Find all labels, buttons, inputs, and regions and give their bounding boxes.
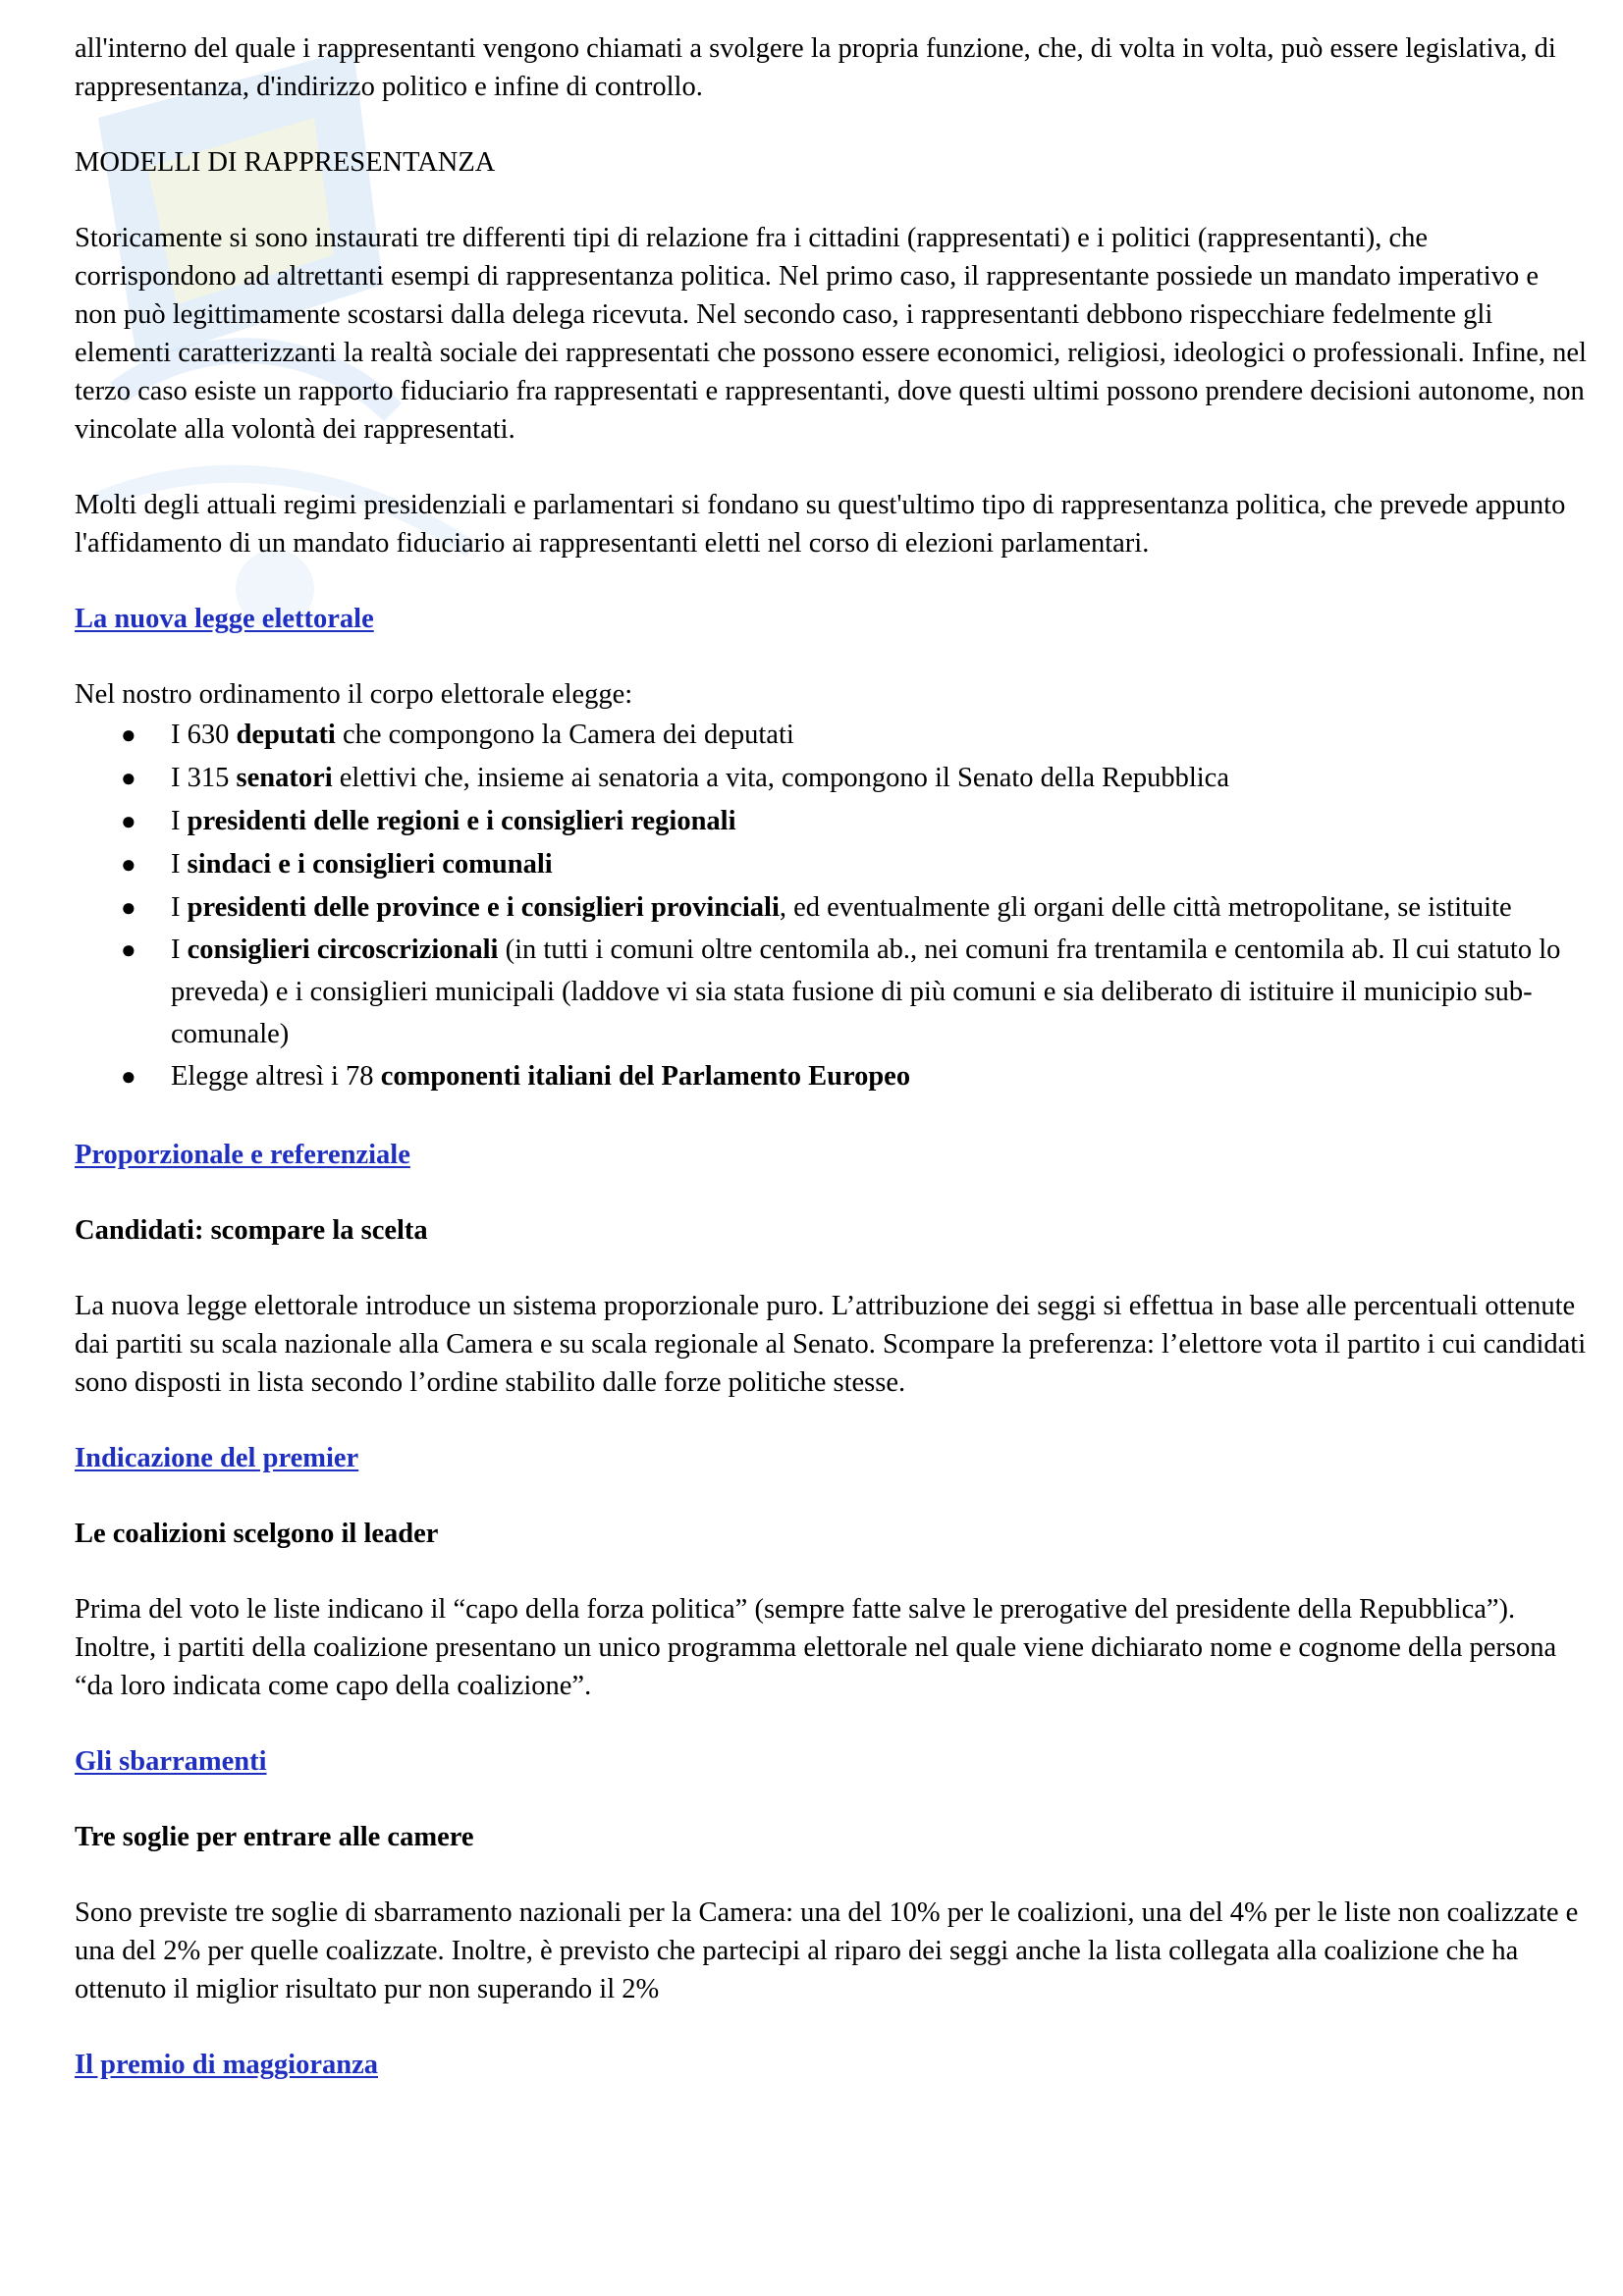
document-page — [75, 29, 1587, 2084]
legge-lead: Nel nostro ordinamento il corpo elettorale elegge: — [75, 679, 633, 710]
list-item: ● I presidenti delle regioni e i consiglieri regionali — [171, 800, 1587, 843]
bullet-icon: ● — [121, 807, 136, 835]
elected-bodies-list — [75, 714, 1587, 1098]
sbarramenti-subtitle: Tre soglie per entrare alle camere — [75, 1822, 474, 1852]
link-premio-maggioranza[interactable]: Il premio di maggioranza — [75, 2050, 379, 2080]
list-item: ● Elegge altresì i 78 componenti italiani del Parlamento Europeo — [171, 1055, 1587, 1098]
sbarramenti-text: Sono previste tre soglie di sbarramento nazionali per la Camera: una del 10% per le coalizioni, una del 4% per le liste non coalizzate e una del 2% per quelle coalizzate. Inoltre, è previsto che partecipi al riparo dei seggi anche la lista collegata alla coalizione che ha ottenuto il miglior risultato pur non superando il 2% — [75, 1897, 1579, 2004]
premier-subtitle: Le coalizioni scelgono il leader — [75, 1519, 439, 1549]
intro-continuation: all'interno del quale i rappresentanti vengono chiamati a svolgere la propria funzione, che, di volta in volta, può essere legislativa, di rappresentanza, d'indirizzo politico e infine di controllo. — [75, 33, 1556, 102]
modelli-paragraph-1: Storicamente si sono instaurati tre differenti tipi di relazione fra i cittadini (rappresentati) e i politici (rappresentanti), che corrispondono ad altrettanti esempi di rappresentanza politica. Nel primo caso, il rappresentante possiede un mandato imperativo e non può legittimamente scostarsi dalla delega ricevuta. Nel secondo caso, i rappresentanti debbono rispecchiare fedelmente gli elementi caratterizzanti la realtà sociale dei rappresentati che possono essere economici, religiosi, ideologici o professionali. Infine, nel terzo caso esiste un rapporto fiduciario fra rappresentati e rappresentanti, dove questi ultimi possono prendere decisioni autonome, non vincolate alla volontà dei rappresentati. — [75, 223, 1587, 445]
bullet-icon: ● — [121, 764, 136, 792]
premier-text: Prima del voto le liste indicano il “capo della forza politica” (sempre fatte salve le prerogative del presidente della Repubblica”). Inoltre, i partiti della coalizione presentano un unico programma elettorale nel quale viene dichiarato nome e cognome della persona “da loro indicata come capo della coalizione”. — [75, 1594, 1557, 1701]
link-nuova-legge-elettorale[interactable]: La nuova legge elettorale — [75, 604, 374, 634]
link-gli-sbarramenti[interactable]: Gli sbarramenti — [75, 1746, 267, 1777]
list-item: ● I consiglieri circoscrizionali (in tutti i comuni oltre centomila ab., nei comuni fra trentamila e centomila ab. Il cui statuto lo preveda) e i consiglieri municipali (laddove vi sia stata fusione di più comuni e sia deliberato di istituire il municipio sub- comunale) — [171, 929, 1587, 1055]
proporzionale-subtitle: Candidati: scompare la scelta — [75, 1215, 428, 1246]
list-item: ● I 630 deputati che compongono la Camera dei deputati — [171, 714, 1587, 757]
link-proporzionale-referenziale[interactable]: Proporzionale e referenziale — [75, 1140, 410, 1170]
link-indicazione-premier[interactable]: Indicazione del premier — [75, 1443, 359, 1473]
list-item: ● I sindaci e i consiglieri comunali — [171, 843, 1587, 886]
proporzionale-text: La nuova legge elettorale introduce un sistema proporzionale puro. L’attribuzione dei seggi si effettua in base alle percentuali ottenute dai partiti su scala nazionale alla Camera e su scala regionale al Senato. Scompare la preferenza: l’elettore vota il partito i cui candidati sono disposti in lista secondo l’ordine stabilito dalle forze politiche stesse. — [75, 1291, 1587, 1398]
bullet-icon: ● — [121, 935, 136, 964]
bullet-icon: ● — [121, 721, 136, 749]
bullet-icon: ● — [121, 893, 136, 922]
modelli-paragraph-2: Molti degli attuali regimi presidenziali e parlamentari si fondano su quest'ultimo tipo di rappresentanza politica, che prevede appunto l'affidamento di un mandato fiduciario ai rappresentanti eletti nel corso di elezioni parlamentari. — [75, 490, 1566, 559]
bullet-icon: ● — [121, 850, 136, 879]
modelli-title: MODELLI DI RAPPRESENTANZA — [75, 147, 496, 178]
list-item: ● I presidenti delle province e i consiglieri provinciali, ed eventualmente gli organi delle città metropolitane, se istituite — [171, 886, 1587, 929]
list-item: ● I 315 senatori elettivi che, insieme ai senatoria a vita, compongono il Senato della Repubblica — [171, 757, 1587, 800]
bullet-icon: ● — [121, 1062, 136, 1091]
